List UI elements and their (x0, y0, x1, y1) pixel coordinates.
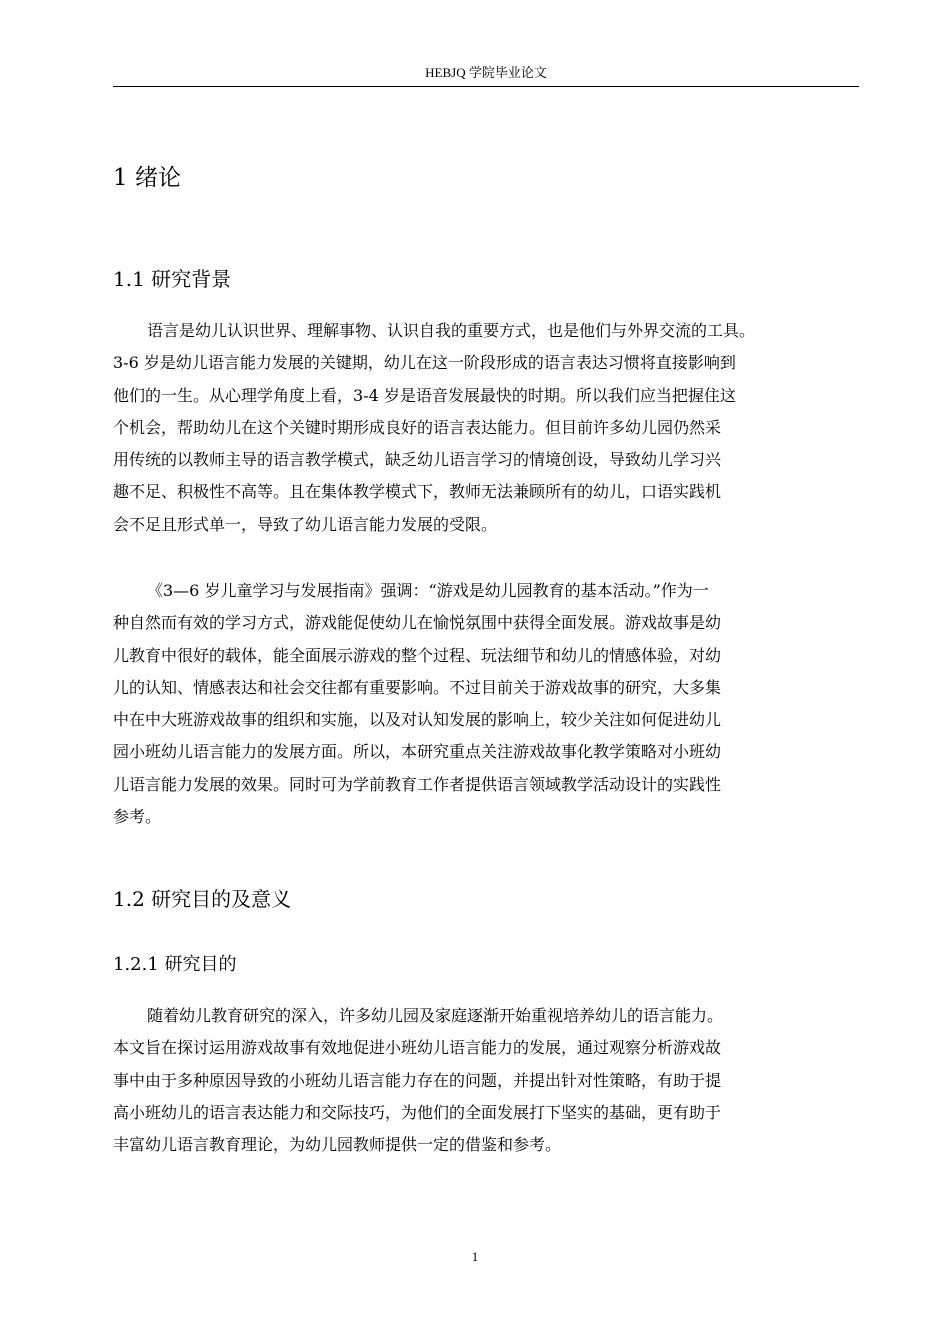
paragraph-research-purpose (113, 1000, 853, 1161)
section-heading-1-2: 1.2 研究目的及意义 (113, 887, 292, 911)
paragraph-line: 会不足且形式单一，导致了幼儿语言能力发展的受限。 (113, 514, 498, 534)
running-header: HEBJQ 学院毕业论文 (425, 65, 547, 80)
paragraph-line: 个机会，帮助幼儿在这个关键时期形成良好的语言表达能力。但目前许多幼儿园仍然采 (113, 417, 722, 437)
paragraph-line: 园小班幼儿语言能力的发展方面。所以，本研究重点关注游戏故事化教学策略对小班幼 (113, 742, 722, 762)
paragraph-line: 丰富幼儿语言教育理论，为幼儿园教师提供一定的借鉴和参考。 (113, 1135, 562, 1155)
paragraph-line: 儿教育中很好的载体，能全面展示游戏的整个过程、玩法细节和幼儿的情感体验，对幼 (113, 645, 722, 665)
chapter-heading: 1 绪论 (113, 165, 181, 191)
paragraph-line: 语言是幼儿认识世界、理解事物、认识自我的重要方式，也是他们与外界交流的工具。 (147, 321, 756, 340)
paragraph-line: 种自然而有效的学习方式，游戏能促使幼儿在愉悦氛围中获得全面发展。游戏故事是幼 (113, 613, 722, 633)
subsection-heading-1-2-1: 1.2.1 研究目的 (113, 954, 237, 975)
paragraph-background-2 (113, 575, 853, 833)
section-heading-1-1: 1.1 研究背景 (113, 267, 232, 291)
paragraph-line: 儿的认知、情感表达和社会交往都有重要影响。不过目前关于游戏故事的研究，大多集 (113, 677, 722, 697)
paragraph-line: 事中由于多种原因导致的小班幼儿语言能力存在的问题，并提出针对性策略，有助于提 (113, 1070, 722, 1090)
paragraph-line: 他们的一生。从心理学角度上看，3-4 岁是语音发展最快的时期。所以我们应当把握住这 (113, 385, 736, 405)
header-rule (113, 86, 859, 87)
paragraph-line: 随着幼儿教育研究的深入，许多幼儿园及家庭逐渐开始重视培养幼儿的语言能力。 (147, 1006, 724, 1025)
paragraph-background-1 (113, 315, 853, 541)
paragraph-line: 中在中大班游戏故事的组织和实施，以及对认知发展的影响上，较少关注如何促进幼儿 (113, 710, 722, 730)
paragraph-line: 参考。 (113, 807, 162, 827)
paragraph-line: 高小班幼儿的语言表达能力和交际技巧，为他们的全面发展打下坚实的基础，更有助于 (113, 1102, 722, 1122)
paragraph-line: 《3—6 岁儿童学习与发展指南》强调：“游戏是幼儿园教育的基本活动。”作为一 (147, 581, 709, 600)
paragraph-line: 本文旨在探讨运用游戏故事有效地促进小班幼儿语言能力的发展，通过观察分析游戏故 (113, 1038, 722, 1058)
page-number: 1 (471, 1249, 479, 1264)
paragraph-line: 3-6 岁是幼儿语言能力发展的关键期，幼儿在这一阶段形成的语言表达习惯将直接影响到 (113, 353, 736, 373)
paragraph-line: 用传统的以教师主导的语言教学模式，缺乏幼儿语言学习的情境创设，导致幼儿学习兴 (113, 450, 722, 470)
paragraph-line: 趣不足、积极性不高等。且在集体教学模式下，教师无法兼顾所有的幼儿，口语实践机 (113, 482, 722, 502)
paragraph-line: 儿语言能力发展的效果。同时可为学前教育工作者提供语言领域教学活动设计的实践性 (113, 774, 722, 794)
